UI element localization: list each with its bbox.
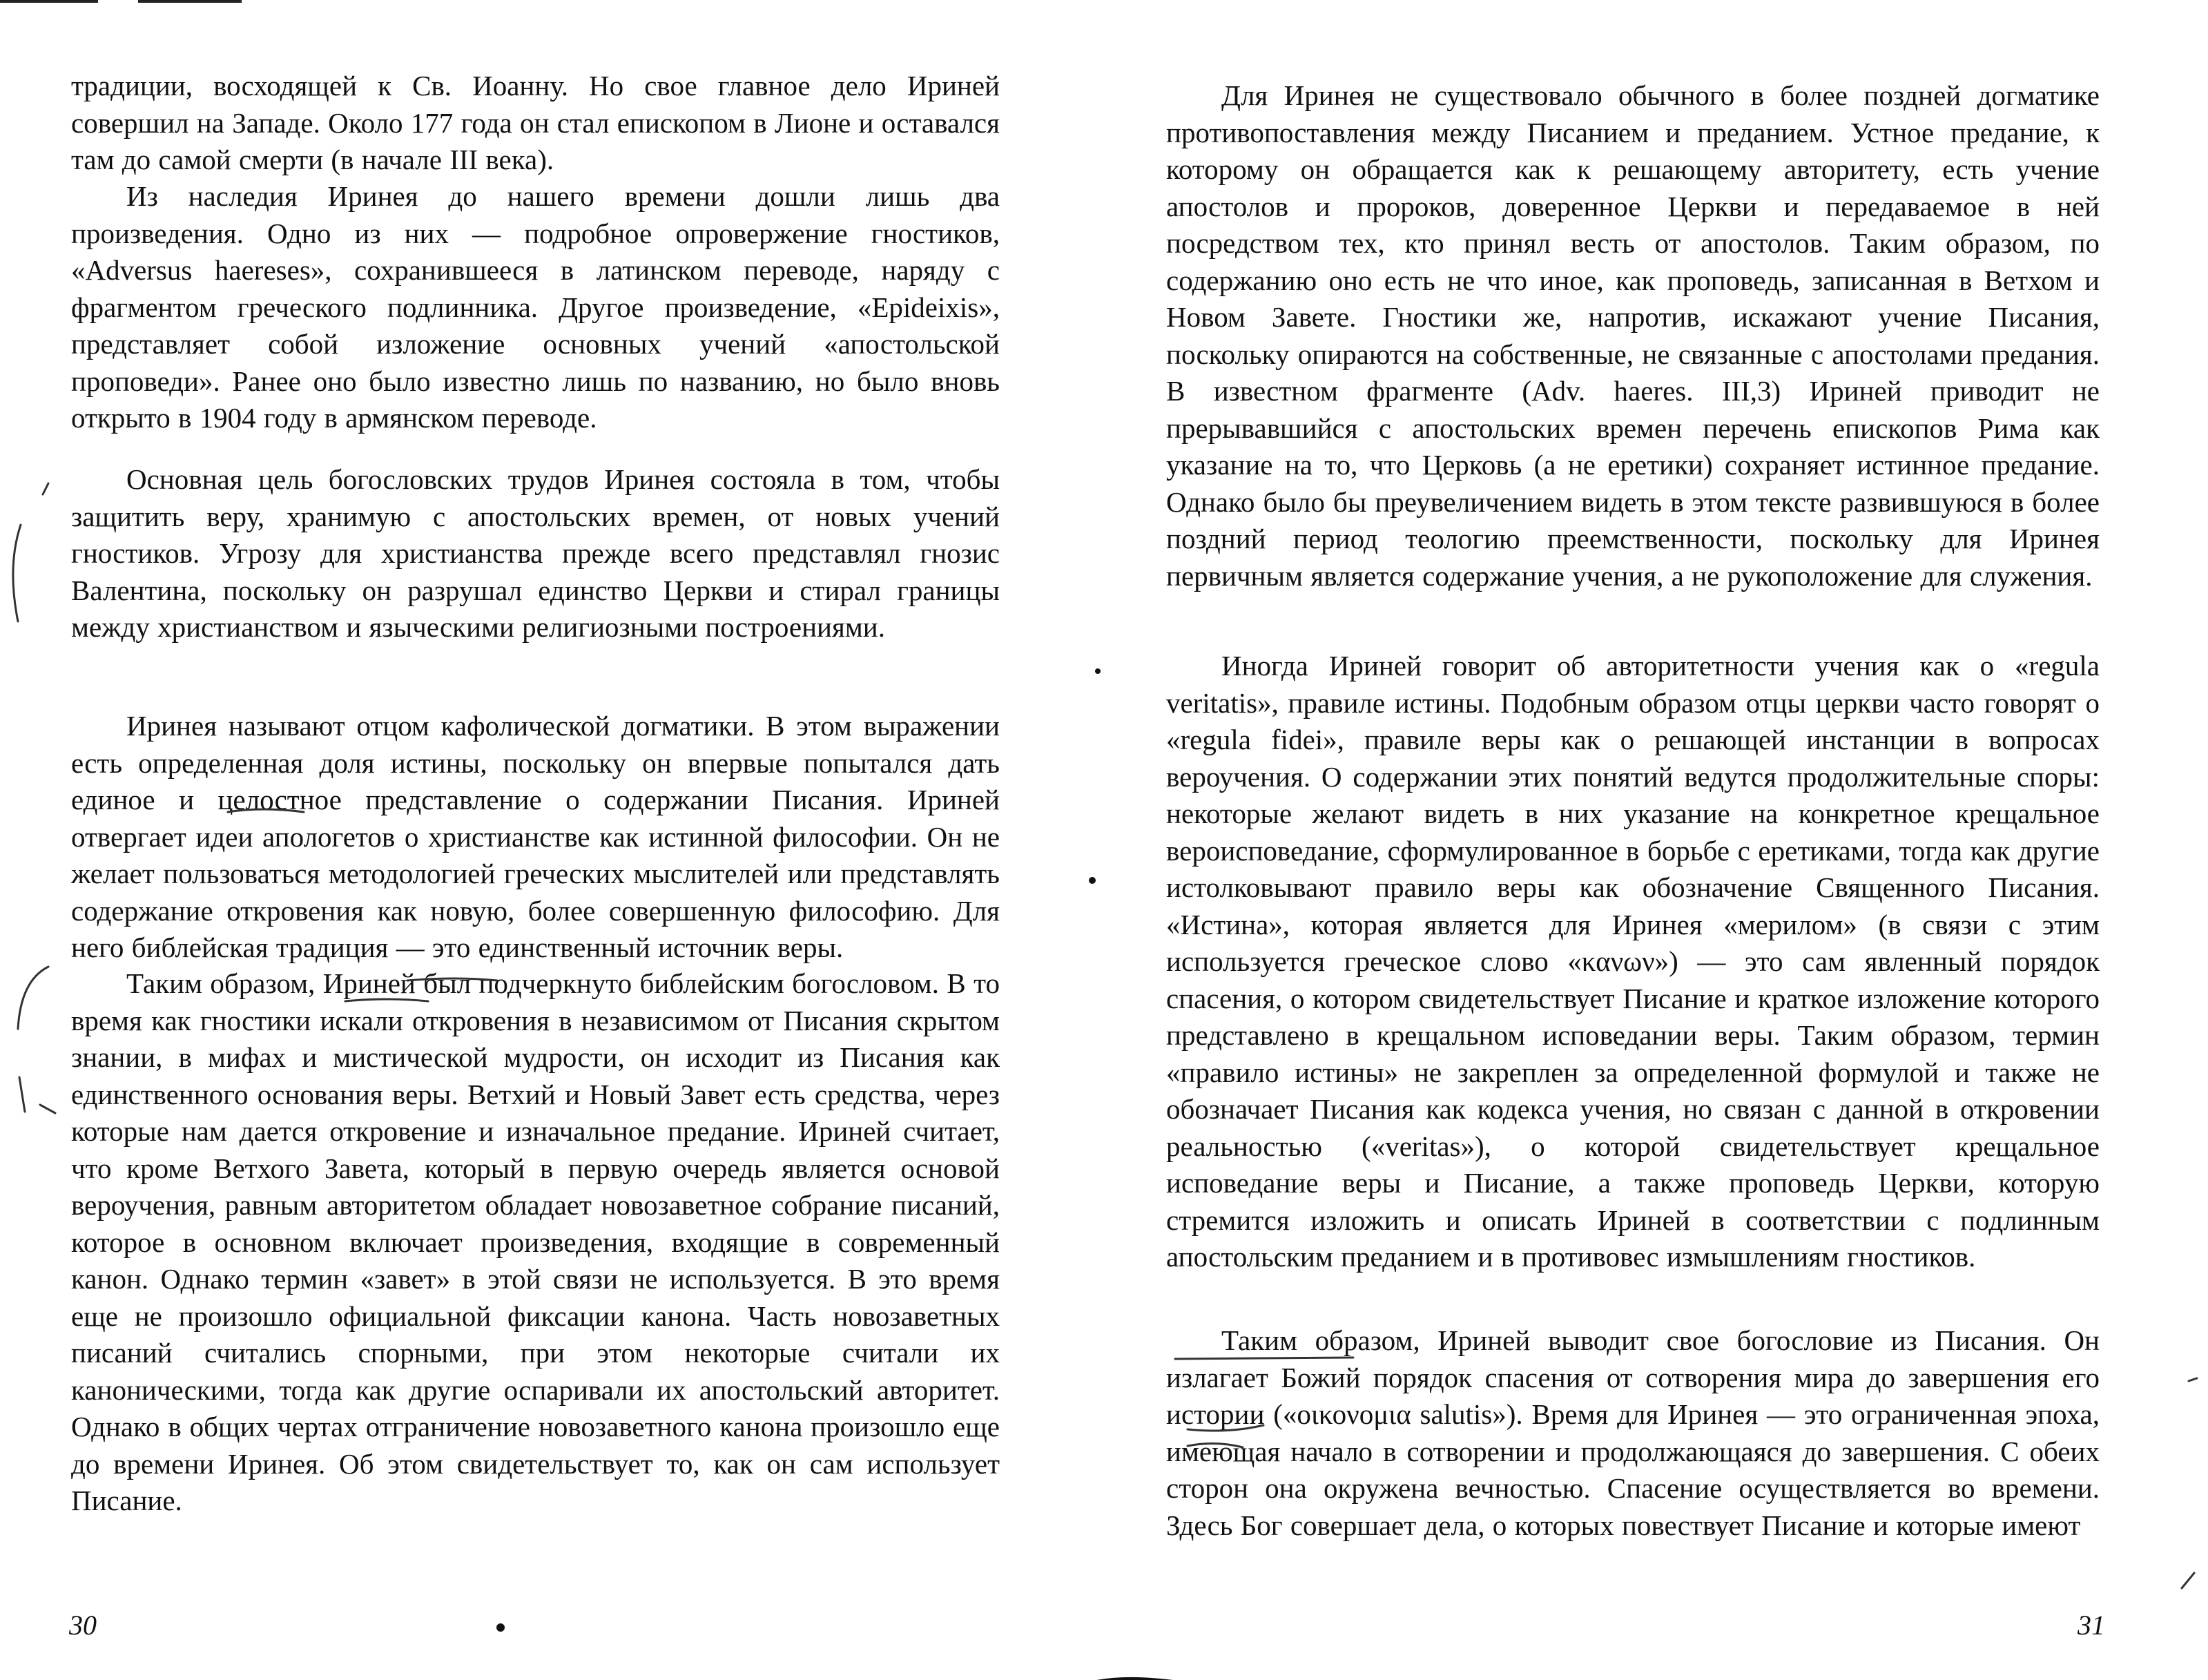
- paragraph: Таким образом, Ириней был подчеркнуто библейским богословом. В то время как гностики искали откровения в независимом от Писания скрытом знании, в мифах и мистической мудрости, он исходит из Писания как единственного основания веры. Ветхий и Новый Завет есть средства, через которые нам дается откровение и изначальное предание. Ириней считает, что кроме Ветхого Завета, который в первую очередь является основой вероучения, равным авторитетом обладает новозаветное собрание писаний, которое в основном включает произведения, входящие в современный канон. Однако термин «завет» в этой связи не используется. В это время еще не произошло официальной фиксации канона. Часть новозаветных писаний считались спорными, при этом некоторые считали их каноническими, тогда как другие оспаривали их апостольский авторитет. Однако в общих чертах отграничение новозаветного канона произошло еще до времени Иринея. Об этом свидетельствует то, как он сам использует Писание.: [71, 967, 1000, 1516]
- paragraph: Для Иринея не существовало обычного в более поздней догматике противопоставления между Писанием и преданием. Устное предание, к которому он обращается как к решающему авторитету, есть учение апостолов и пророков, доверенное Церкви и передаваемое в ней посредством тех, кто принял весть от апостолов. Таким образом, по содержанию оно есть не что иное, как проповедь, записанная в Ветхом и Новом Завете. Гностики же, напротив, искажают учение Писания, поскольку опираются на собственные, не связанные с апостолами предания. В известном фрагменте (Adv. haeres. III,3) Ириней приводит не прерывавшийся с апостольских времен перечень епископов Рима как указание на то, что Церковь (а не еретики) сохраняет истинное предание. Однако было бы преувеличением видеть в этом тексте развившуюся в более поздний период теологию преемственности, поскольку для Иринея первичным является содержание учения, а не рукоположение для служения.: [1166, 79, 2100, 592]
- page-number: 31: [2078, 1610, 2105, 1641]
- paragraph: традиции, восходящей к Св. Иоанну. Но свое главное дело Ириней совершил на Западе. Около 177 года он стал епископом в Лионе и оставался там до самой смерти (в начале III века).: [71, 70, 1000, 175]
- paragraph: Иногда Ириней говорит об авторитетности учения как о «regula veritatis», правиле истины. Подобным образом отцы церкви часто говорят о «regula fidei», правиле веры как о решающей инстанции в вопросах вероучения. О содержании этих понятий ведутся продолжительные споры: некоторые желают видеть в них указание на конкретное крещальное вероисповедание, сформулированное в борьбе с еретиками, тогда как другие истолковывают правило веры как обозначение Священного Писания. «Истина», которая является для Иринея «мерилом» (в связи с этим используется греческое слово «κανων») — это сам явленный порядок спасения, о котором свидетельствует Писание и краткое изложение которого представлено в крещальном исповедании веры. Таким образом, термин «правило истины» не закреплен за определенной формулой и также не обозначает Писания как кодекса учения, но связан с данной в откровении реальностью («veritas»), о которой свидетельствует крещальное исповедание веры и Писание, а также проповедь Церкви, которую стремится изложить и описать Ириней в соответствии с подлинным апостольским преданием и в противовес измышлениям гностиков.: [1166, 650, 2100, 1273]
- paragraph: Иринея называют отцом кафолической догматики. В этом выражении есть определенная доля истины, поскольку он впервые попытался дать единое и целостное представление о содержании Писания. Ириней отвергает идеи апологетов о христианстве как истинной философии. Он не желает пользоваться методологией греческих мыслителей или представлять содержание откровения как новую, более совершенную философию. Для него библейская традиция — это единственный источник веры.: [71, 710, 1000, 963]
- paragraph: Основная цель богословских трудов Иринея состояла в том, чтобы защитить веру, хранимую с апостольских времен, от новых учений гностиков. Угрозу для христианства прежде всего представлял гнозис Валентина, поскольку он разрушал единство Церкви и стирал границы между христианством и языческими религиозными построениями.: [71, 463, 1000, 643]
- left-page: [0, 0, 1063, 1680]
- paragraph: Из наследия Иринея до нашего времени дошли лишь два произведения. Одно из них — подробное опровержение гностиков, «Adversus haereses», сохранившееся в латинском переводе, наряду с фрагментом греческого подлинника. Другое произведение, «Epideixis», представляет собой изложение основных учений «апостольской проповеди». Ранее оно было известно лишь по названию, но было вновь открыто в 1904 году в армянском переводе.: [71, 180, 1000, 434]
- right-page: [1063, 0, 2208, 1680]
- page-number: 30: [69, 1610, 97, 1641]
- paragraph: Таким образом, Ириней выводит свое богословие из Писания. Он излагает Божий порядок спасения от сотворения мира до завершения его истории («οικονομια salutis»). Время для Иринея — это ограниченная эпоха, имеющая начало в сотворении и продолжающаяся до завершения. С обеих сторон она окружена вечностью. Спасение осуществляется во времени. Здесь Бог совершает дела, о которых повествует Писание и которые имеют: [1166, 1324, 2100, 1541]
